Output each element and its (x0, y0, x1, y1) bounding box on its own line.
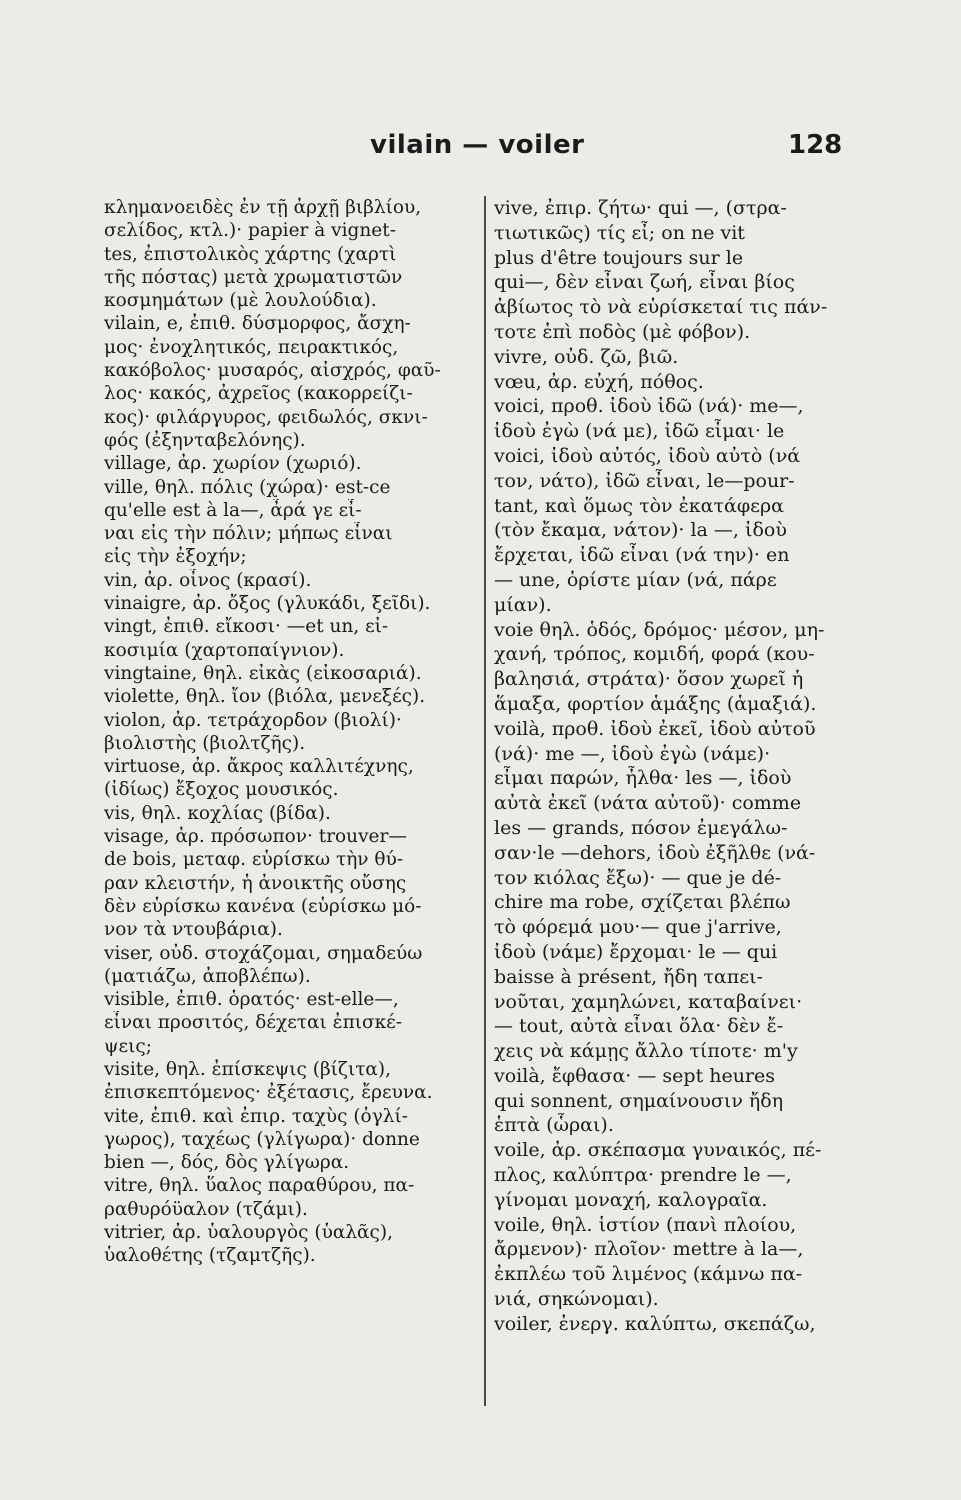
text-line: σαν·le —dehors, ἰδοὺ ἐξῆλθε (νά- (494, 841, 816, 864)
text-line: ἐκπλέω τοῦ λιμένος (κάμνω πα- (494, 1263, 803, 1286)
running-head: vilain — voiler (370, 130, 585, 160)
text-line: χεις νὰ κάμῃς ἄλλο τίποτε· m'y (494, 1040, 798, 1063)
text-line: τον κιόλας ἔξω)· — que je dé- (494, 866, 782, 889)
text-line: τον, νάτο), ἰδῶ εἶναι, le—pour- (494, 469, 795, 492)
text-line: bien —, δός, δὸς γλίγωρα. (104, 1152, 350, 1174)
text-line: ville, θηλ. πόλις (χώρα)· est-ce (104, 476, 391, 498)
text-line: (τὸν ἔκαμα, νάτον)· la —, ἰδοὺ (494, 519, 787, 542)
text-line: τὸ φόρεμά μου·— que j'arrive, (494, 916, 782, 939)
text-line: vite, ἐπιθ. καὶ ἐπιρ. ταχὺς (ὀγλί- (104, 1105, 408, 1127)
text-line: tant, καὶ ὅμως τὸν ἐκατάφερα (494, 494, 785, 517)
text-line: — tout, αὐτὰ εἶναι ὅλα· δὲν ἔ- (494, 1015, 784, 1038)
text-line: κακόβολος· μυσαρός, αἰσχρός, φαῦ- (104, 360, 441, 382)
text-line: les — grands, πόσον ἐμεγάλω- (494, 816, 788, 839)
text-line: λος· κακός, ἀχρεῖος (κακορρείζι- (104, 383, 413, 405)
text-line: vinaigre, ἀρ. ὄξος (γλυκάδι, ξεῖδι). (104, 593, 431, 615)
text-line: voiler, ἐνεργ. καλύπτω, σκεπάζω, (494, 1312, 816, 1335)
text-line: κοσιμία (χαρτοπαίγνιον). (104, 639, 345, 661)
text-line: violette, θηλ. ἴον (βιόλα, μενεξές). (104, 686, 426, 708)
text-line: εἶμαι παρών, ἦλθα· les —, ἰδοὺ (494, 767, 792, 790)
text-line: voilà, προθ. ἰδοὺ ἐκεῖ, ἰδοὺ αὐτοῦ (494, 717, 816, 740)
text-line: ἐπισκεπτόμενος· ἐξέτασις, ἔρευνα. (104, 1082, 433, 1104)
text-line: τῆς πόστας) μετὰ χρωματιστῶν (104, 266, 403, 288)
text-line: vitrier, ἀρ. ὑαλουργὸς (ὑαλᾶς), (104, 1222, 394, 1244)
text-line: tes, ἐπιστολικὸς χάρτης (χαρτὶ (104, 243, 397, 265)
text-line: αὐτὰ ἐκεῖ (νάτα αὐτοῦ)· comme (494, 792, 802, 815)
text-line: chire ma robe, σχίζεται βλέπω (494, 891, 791, 914)
text-line: vingtaine, θηλ. εἰκὰς (εἰκοσαριά). (104, 662, 422, 684)
left-column (104, 196, 482, 1268)
column-divider (484, 196, 486, 1406)
right-column (494, 196, 862, 1337)
text-line: virtuose, ἀρ. ἄκρος καλλιτέχνης, (104, 756, 414, 778)
text-line: ραθυρόϋαλον (τζάμι). (104, 1198, 308, 1220)
text-line: δὲν εὑρίσκω κανένα (εὑρίσκω μό- (104, 895, 422, 917)
text-line: visible, ἐπιθ. ὁρατός· est-elle—, (104, 989, 399, 1011)
text-line: vœu, ἀρ. εὐχή, πόθος. (494, 370, 704, 393)
text-line: εἶναι προσιτός, δέχεται ἐπισκέ- (104, 1012, 403, 1034)
text-line: vingt, ἐπιθ. εἴκοσι· —et un, εἰ- (104, 616, 389, 638)
text-line: voici, ἰδοὺ αὐτός, ἰδοὺ αὐτὸ (νά (494, 444, 801, 467)
text-line: voile, θηλ. ἱστίον (πανὶ πλοίου, (494, 1213, 797, 1236)
text-line: plus d'être toujours sur le (494, 246, 744, 269)
text-line: qu'elle est à la—, ἆρά γε εἶ- (104, 499, 362, 521)
text-line: baisse à présent, ἤδη ταπει- (494, 965, 763, 988)
text-line: qui sonnent, σημαίνουσιν ἤδη (494, 1089, 784, 1112)
text-line: κος)· φιλάργυρος, φειδωλός, σκνι- (104, 406, 428, 428)
text-line: (ματιάζω, ἀποβλέπω). (104, 965, 311, 987)
text-line: ἰδοὺ ἐγὼ (νά με), ἰδῶ εἶμαι· le (494, 420, 785, 443)
text-line: vivre, οὐδ. ζῶ, βιῶ. (494, 345, 679, 368)
page-number: 128 (788, 130, 843, 160)
text-line: vis, θηλ. κοχλίας (βίδα). (104, 802, 331, 824)
text-line: ὑαλοθέτης (τζαμτζῆς). (104, 1245, 316, 1267)
text-line: βαλησιά, στράτα)· ὅσον χωρεῖ ἡ (494, 668, 804, 691)
text-line: τιωτικῶς) τίς εἶ; on ne vit (494, 221, 745, 244)
text-line: ψεις; (104, 1035, 152, 1057)
text-line: vilain, e, ἐπιθ. δύσμορφος, ἄσχη- (104, 313, 411, 335)
text-line: πλος, καλύπτρα· prendre le —, (494, 1164, 792, 1187)
text-line: visite, θηλ. ἐπίσκεψις (βίζιτα), (104, 1058, 392, 1080)
text-line: νιά, σηκώνομαι). (494, 1288, 659, 1311)
text-line: γωρος), ταχέως (γλίγωρα)· donne (104, 1128, 420, 1150)
text-line: voie θηλ. ὁδός, δρόμος· μέσον, μη- (494, 618, 825, 641)
text-line: violon, ἀρ. τετράχορδον (βιολί)· (104, 709, 402, 731)
text-line: ναι εἰς τὴν πόλιν; μήπως εἶναι (104, 523, 393, 545)
text-line: qui—, δὲν εἶναι ζωή, εἶναι βίος (494, 271, 795, 294)
text-line: νον τὰ ντουβάρια). (104, 919, 283, 941)
text-line: βιολιστὴς (βιολτζῆς). (104, 732, 306, 754)
text-line: σελίδος, κτλ.)· papier à vignet- (104, 220, 396, 242)
text-line: ἄρμενον)· πλοῖον· mettre à la—, (494, 1238, 804, 1261)
text-line: ἰδοὺ (νάμε) ἔρχομαι· le — qui (494, 940, 778, 963)
text-line: ἑπτὰ (ὧραι). (494, 1114, 614, 1137)
text-line: voici, προθ. ἰδοὺ ἰδῶ (νά)· me—, (494, 395, 804, 418)
text-line: de bois, μεταφ. εὑρίσκω τὴν θύ- (104, 849, 404, 871)
text-line: ἔρχεται, ἰδῶ εἶναι (νά την)· en (494, 544, 790, 567)
text-line: vitre, θηλ. ὕαλος παραθύρου, πα- (104, 1175, 415, 1197)
text-line: νοῦται, χαμηλώνει, καταβαίνει· (494, 990, 803, 1013)
text-line: (νά)· me —, ἰδοὺ ἐγὼ (νάμε)· (494, 742, 771, 765)
text-line: (ἰδίως) ἔξοχος μουσικός. (104, 779, 339, 801)
page-header (0, 130, 961, 170)
text-line: voile, ἀρ. σκέπασμα γυναικός, πέ- (494, 1139, 822, 1162)
text-line: μίαν). (494, 593, 552, 616)
text-line: γίνομαι μοναχή, καλογραῖα. (494, 1188, 768, 1211)
text-line: village, ἀρ. χωρίον (χωριό). (104, 453, 362, 475)
text-line: μος· ἐνοχλητικός, πειρακτικός, (104, 336, 399, 358)
text-line: vin, ἀρ. οἶνος (κρασί). (104, 569, 312, 591)
text-line: viser, οὐδ. στοχάζομαι, σημαδεύω (104, 942, 423, 964)
text-line: voilà, ἔφθασα· — sept heures (494, 1064, 776, 1087)
text-line: χανή, τρόπος, κομιδή, φορά (κου- (494, 643, 815, 666)
text-line: εἰς τὴν ἐξοχήν; (104, 546, 247, 568)
text-line: visage, ἀρ. πρόσωπον· trouver— (104, 826, 407, 848)
text-line: κοσμημάτων (μὲ λουλούδια). (104, 290, 377, 312)
text-line: ραν κλειστήν, ἡ ἀνοικτῆς οὔσης (104, 872, 407, 894)
text-line: — une, ὁρίστε μίαν (νά, πάρε (494, 568, 777, 591)
text-line: vive, ἐπιρ. ζήτω· qui —, (στρα- (494, 197, 787, 219)
text-line: φός (ἐξηνταβελόνης). (104, 429, 306, 451)
text-line: ἅμαξα, φορτίον ἁμάξης (ἁμαξιά). (494, 692, 817, 715)
text-line: τοτε ἐπὶ ποδὸς (μὲ φόβον). (494, 320, 751, 343)
text-line: κλημανοειδὲς ἐν τῇ ἀρχῇ βιβλίου, (104, 197, 422, 218)
text-line: ἀβίωτος τὸ νὰ εὑρίσκεταί τις πάν- (494, 296, 828, 319)
